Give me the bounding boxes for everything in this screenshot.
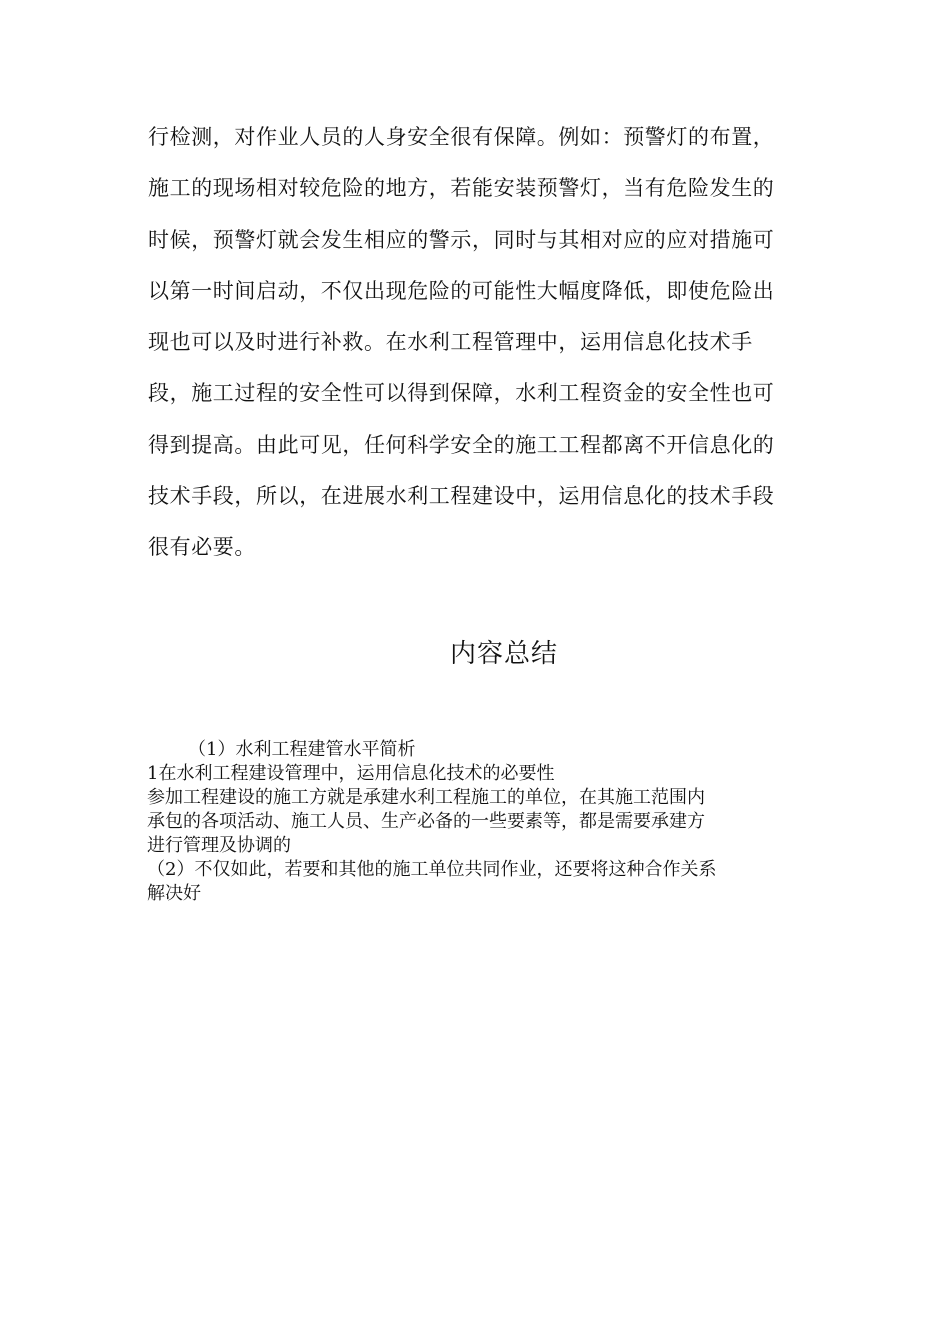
body-text-line: 施工的现场相对较危险的地方，若能安装预警灯，当有危险发生的 [148, 176, 775, 200]
summary-line: 1在水利工程建设管理中，运用信息化技术的必要性 [147, 763, 555, 784]
body-text-line: 得到提高。由此可见，任何科学安全的施工工程都离不开信息化的 [148, 433, 775, 457]
body-text-line: 现也可以及时进行补救。在水利工程管理中，运用信息化技术手 [148, 330, 753, 354]
summary-line: 进行管理及协调的 [147, 835, 291, 856]
body-text-line: 技术手段，所以，在进展水利工程建设中，运用信息化的技术手段 [148, 484, 775, 508]
summary-line: 承包的各项活动、施工人员、生产必备的一些要素等，都是需要承建方 [147, 811, 705, 832]
body-text-line: 以第一时间启动，不仅出现危险的可能性大幅度降低，即使危险出 [148, 279, 775, 303]
summary-line: 解决好 [147, 883, 201, 904]
body-text-line: 很有必要。 [148, 535, 256, 559]
body-text-line: 时候，预警灯就会发生相应的警示，同时与其相对应的应对措施可 [148, 228, 775, 252]
body-text-line: 段，施工过程的安全性可以得到保障，水利工程资金的安全性也可 [148, 381, 775, 405]
summary-line: 参加工程建设的施工方就是承建水利工程施工的单位，在其施工范围内 [147, 787, 705, 808]
summary-line: （2）不仅如此，若要和其他的施工单位共同作业，还要将这种合作关系 [147, 859, 717, 880]
body-text-line: 行检测，对作业人员的人身安全很有保障。例如：预警灯的布置， [148, 125, 775, 149]
summary-heading: 内容总结 [449, 639, 558, 669]
summary-line: （1）水利工程建管水平简析 [188, 739, 416, 760]
